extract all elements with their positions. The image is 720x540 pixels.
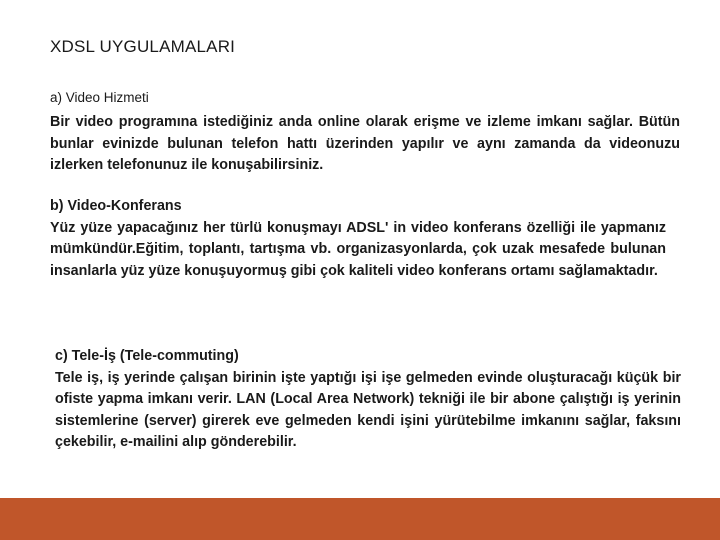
page-title: XDSL UYGULAMALARI — [50, 37, 236, 56]
section-c-heading: c) Tele-İş (Tele-commuting) — [55, 348, 239, 364]
section-b-heading: b) Video-Konferans — [50, 198, 182, 214]
section-c — [55, 346, 681, 454]
section-a-heading: a) Video Hizmeti — [50, 90, 149, 105]
section-b — [50, 196, 666, 282]
section-a-body: Bir video programına istediğiniz anda online olarak erişme ve izleme imkanı sağlar. Bütün bunlar evinizde bulunan telefon hattı üzerinden yapılır ve aynı zamanda da videonuzu izlerken telefonunuz ile konuşabilirsiniz. — [50, 114, 680, 173]
footer-bar — [0, 498, 720, 540]
section-b-body: Yüz yüze yapacağınız her türlü konuşmayı ADSL' in video konferans özelliği ile yapmanız mümkündür.Eğitim, toplantı, tartışma vb. organizasyonlarda, çok uzak mesafede bulunan insanlarla yüz yüze konuşuyormuş gibi çok kaliteli video konferans ortamı sağlamaktadır. — [50, 219, 666, 279]
section-c-body: Tele iş, iş yerinde çalışan birinin işte yaptığı işi işe gelmeden evinde oluşturacağı küçük bir ofiste yapma imkanı verir. LAN (Local Area Network) tekniği ile bir abone çalıştığı iş yerinin sistemlerine (server) girerek eve gelmeden kendi işini yürütebilme imkanını sağlar, faksını çekebilir, e-mailini alıp gönderebilir. — [55, 369, 681, 450]
